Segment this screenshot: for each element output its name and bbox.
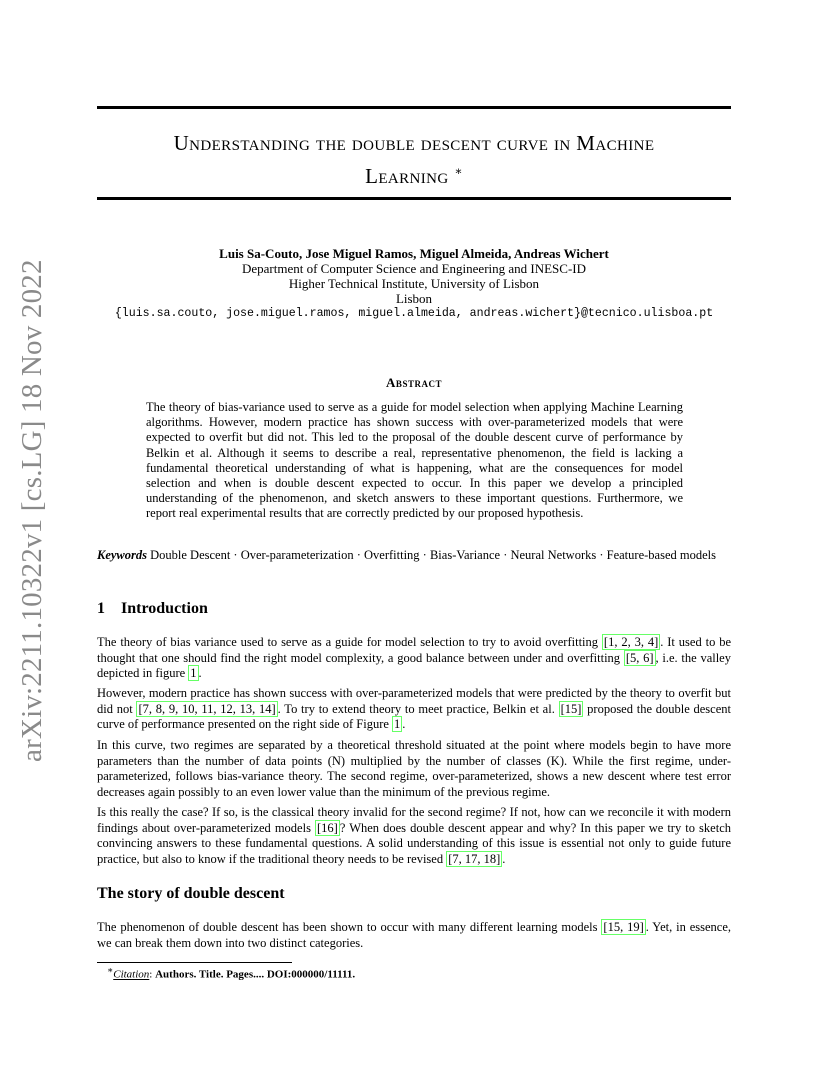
citation-link[interactable]: [16] (317, 820, 338, 835)
footnote-marker: ∗ (107, 965, 114, 975)
section-number: 1 (97, 600, 105, 617)
text-run: The theory of bias variance used to serve as a guide for model selection to try to avoid overfitting (97, 635, 602, 649)
citation-link[interactable]: [7, 17, 18] (448, 851, 501, 866)
text-run: proposed the double descent curve of performance presented on the right side of Figure (97, 701, 731, 731)
text-run: . To try to extend theory to meet practice, Belkin et al. (277, 701, 559, 716)
author-city: Lisbon (395, 291, 433, 306)
keywords-text: Double Descent · Over-parameterization · Overfitting · Bias-Variance · Neural Networks · Feature-based models (150, 548, 716, 562)
text-run: The phenomenon of double descent has been shown to occur with many different learning models (97, 920, 602, 934)
text-run: . (502, 851, 506, 866)
figure-link[interactable]: 1 (190, 666, 197, 680)
figure-link[interactable]: 1 (394, 717, 401, 731)
footnote-label[interactable]: Citation (113, 968, 150, 981)
title-bottom-rule (97, 197, 731, 200)
paper-title (97, 129, 731, 190)
intro-paragraph-2 (97, 686, 731, 733)
keywords-line (97, 548, 731, 564)
author-block (97, 246, 731, 321)
title-line-2: Learning (365, 164, 449, 188)
title-line-1: Understanding the double descent curve in Machine (173, 131, 655, 155)
intro-paragraph-4 (97, 805, 731, 867)
text-run: . (402, 717, 406, 731)
abstract-heading: Abstract (386, 375, 442, 390)
citation-link[interactable]: [5, 6] (625, 650, 654, 665)
author-names: Luis Sa-Couto, Jose Miguel Ramos, Miguel Almeida, Andreas Wichert (219, 246, 609, 261)
story-paragraph-1 (97, 920, 731, 951)
author-institute: Higher Technical Institute, University of Lisbon (288, 276, 540, 291)
citation-link[interactable]: [1, 2, 3, 4] (603, 635, 659, 649)
footnote-separator: : (149, 968, 156, 981)
footnote-text: Authors. Title. Pages.... DOI:000000/11111. (155, 968, 356, 981)
citation-link[interactable]: [7, 8, 9, 10, 11, 12, 13, 14] (138, 701, 276, 716)
section-title: Introduction (121, 600, 208, 617)
text-run: . (198, 666, 202, 680)
text-run: Is this really the case? If so, is the classical theory invalid for the second regime? If not, how can we reconcile it with modern findings about over-parameterized models (97, 805, 731, 835)
footnote-rule (97, 962, 292, 963)
author-emails: {luis.sa.couto, jose.miguel.ramos, miguel.almeida, andreas.wichert}@tecnico.ulisboa.pt (114, 307, 714, 320)
text-run: ? When does double descent appear and why? In this paper we try to sketch convincing answers to these fundamental questions. A solid understanding of this issue is essential not only to guide future practice, but also to know if the traditional theory needs to be revised (97, 820, 731, 866)
text-run: However, modern practice has shown success with over-parameterized models that were predicted by the theory to overfit but did not (97, 686, 731, 716)
intro-paragraph-3: In this curve, two regimes are separated by a theoretical threshold situated at the point where models begin to have more parameters than the number of data points (N) multiplied by the number of classes (K). While the first regime, under-parameterized, follows bias-variance theory. The second regime, over-parameterized, shows a new descent where test error decreases again possibly to an even lower value than the minimum of the previous regime. (97, 738, 731, 799)
text-run: , i.e. the valley depicted in figure (97, 650, 731, 680)
abstract-text: The theory of bias-variance used to serve as a guide for model selection when applying Machine Learning algorithms. However, modern practice has shown success with over-parameterized models that were expected to overfit but did not. This led to the proposal of the double descent curve of performance by Belkin et al. Although it seems to describe a real, representative phenomenon, the field is lacking a fundamental theoretical understanding of what is happening, what are the consequences for model selection and when is double descent expected to occur. In this paper we develop a principled understanding of the phenomenon, and sketch answers to these important questions. Furthermore, we report real experimental results that are correctly predicted by our proposed hypothesis. (146, 400, 683, 521)
keywords-label: Keywords (97, 548, 147, 562)
citation-link[interactable]: [15] (560, 701, 582, 716)
citation-link[interactable]: [15, 19] (603, 920, 644, 934)
text-run: . Yet, in essence, we can break them down into two distinct categories. (97, 920, 731, 950)
text-run: . It used to be thought that one should find the right model complexity, a good balance between under and overfitting (97, 635, 731, 665)
title-top-rule (97, 106, 731, 109)
title-footnote-marker[interactable]: ∗ (454, 164, 463, 178)
subsection-heading-story: The story of double descent (97, 885, 285, 902)
arxiv-stamp-text: arXiv:2211.10322v1 [cs.LG] 18 Nov 2022 (16, 259, 48, 762)
footnote (107, 965, 355, 981)
arxiv-identifier-stamp (14, 259, 50, 762)
section-heading-introduction (97, 600, 208, 618)
author-department: Department of Computer Science and Engineering and INESC-ID (241, 261, 587, 276)
intro-paragraph-1 (97, 635, 731, 682)
